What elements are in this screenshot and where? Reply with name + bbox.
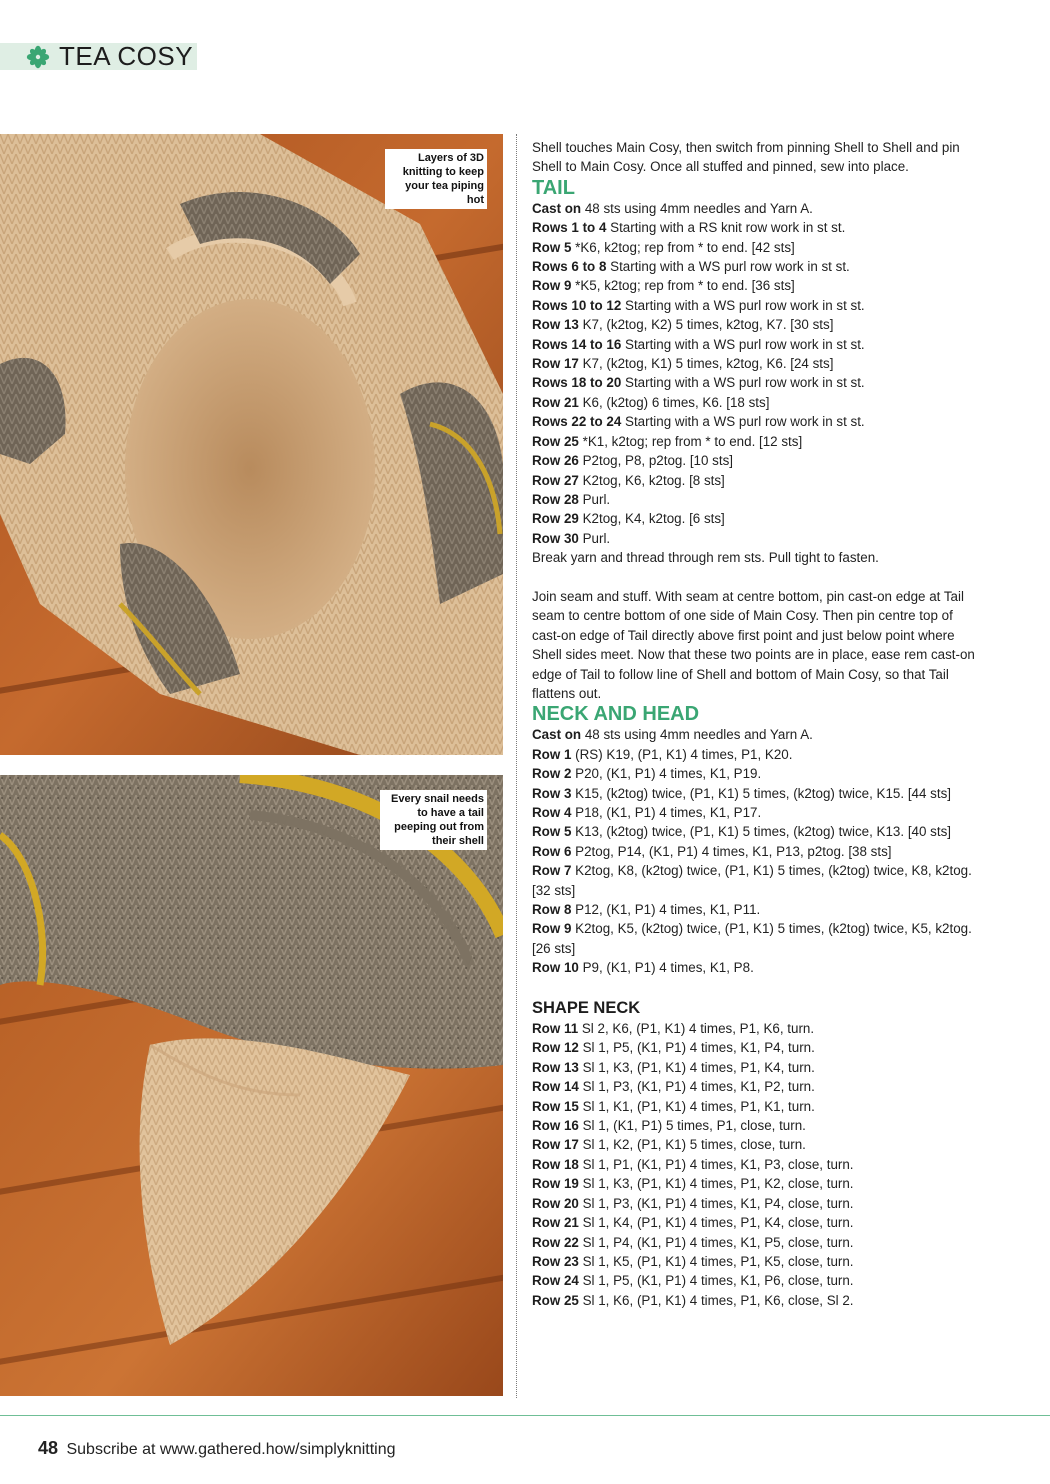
row-text: Sl 1, K3, (P1, K1) 4 times, P1, K4, turn. — [578, 1059, 815, 1075]
row-label: Row 9 — [532, 921, 572, 937]
row-text: Sl 1, K5, (P1, K1) 4 times, P1, K5, close, turn. — [578, 1253, 854, 1269]
footer-rule — [0, 1415, 1050, 1416]
row-text: P12, (K1, P1) 4 times, K1, P11. — [571, 902, 761, 918]
row-text: P18, (K1, P1) 4 times, K1, P17. — [571, 804, 762, 820]
instruction-row — [532, 432, 982, 451]
row-label: Rows 6 to 8 — [532, 259, 607, 275]
row-label: Row 3 — [532, 785, 572, 801]
subscribe-text: Subscribe at www.gathered.how/simplyknitting — [66, 1441, 396, 1458]
row-text: *K6, k2tog; rep from * to end. [42 sts] — [571, 239, 795, 255]
row-text: Starting with a WS purl row work in st st. — [621, 336, 865, 352]
row-label: Row 17 — [532, 356, 579, 372]
row-label: Row 23 — [532, 1253, 579, 1269]
row-label: Row 29 — [532, 511, 579, 527]
neck-head-rows — [532, 725, 982, 977]
instruction-row — [532, 471, 982, 490]
instruction-row — [532, 1135, 982, 1154]
row-label: Row 30 — [532, 530, 579, 546]
row-text: Sl 1, K3, (P1, K1) 4 times, P1, K2, close, turn. — [578, 1176, 854, 1192]
row-label: Row 8 — [532, 902, 572, 918]
instruction-row — [532, 276, 982, 295]
clover-icon — [26, 45, 50, 69]
row-label: Row 5 — [532, 239, 572, 255]
row-text: Starting with a RS knit row work in st st. — [606, 220, 846, 236]
instruction-row — [532, 745, 982, 764]
instruction-row — [532, 725, 982, 744]
instruction-row — [532, 1233, 982, 1252]
row-label: Row 1 — [532, 746, 572, 762]
photo-tea-cosy-interior — [0, 134, 503, 755]
row-text: 48 sts using 4mm needles and Yarn A. — [581, 200, 813, 216]
instruction-row — [532, 1174, 982, 1193]
row-label: Row 25 — [532, 433, 579, 449]
row-text: 48 sts using 4mm needles and Yarn A. — [581, 727, 813, 743]
row-label: Row 19 — [532, 1176, 579, 1192]
instruction-row — [532, 958, 982, 977]
row-label: Row 26 — [532, 453, 579, 469]
instruction-row — [532, 335, 982, 354]
row-label: Row 14 — [532, 1079, 579, 1095]
column-divider — [516, 134, 517, 1398]
row-label: Row 17 — [532, 1137, 579, 1153]
instruction-row — [532, 842, 982, 861]
row-label: Row 4 — [532, 804, 572, 820]
photo-caption: Every snail needs to have a tail peeping out from their shell — [380, 790, 487, 850]
row-text: K2tog, K5, (k2tog) twice, (P1, K1) 5 times, (k2tog) twice, K5, k2tog. [26 sts] — [532, 921, 972, 956]
instruction-row — [532, 1213, 982, 1232]
instruction-row — [532, 1271, 982, 1290]
row-text: Sl 1, P1, (K1, P1) 4 times, K1, P3, close, turn. — [578, 1156, 854, 1172]
instruction-row — [532, 822, 982, 841]
pattern-instructions — [532, 138, 982, 1310]
shape-neck-rows — [532, 1019, 982, 1310]
row-text: K7, (k2tog, K2) 5 times, k2tog, K7. [30 sts] — [578, 317, 834, 333]
row-text: K6, (k2tog) 6 times, K6. [18 sts] — [578, 394, 770, 410]
row-label: Row 2 — [532, 766, 572, 782]
instruction-row — [532, 354, 982, 373]
instruction-row — [532, 529, 982, 548]
instruction-row — [532, 1291, 982, 1310]
row-label: Row 6 — [532, 843, 572, 859]
instruction-row — [532, 1058, 982, 1077]
row-text: Sl 1, K2, (P1, K1) 5 times, close, turn. — [578, 1137, 806, 1153]
row-text: Sl 1, K1, (P1, K1) 4 times, P1, K1, turn. — [578, 1098, 815, 1114]
row-text: *K5, k2tog; rep from * to end. [36 sts] — [571, 278, 795, 294]
row-text: Sl 1, P4, (K1, P1) 4 times, K1, P5, close, turn. — [578, 1234, 854, 1250]
instruction-row — [532, 296, 982, 315]
instruction-row — [532, 1155, 982, 1174]
instruction-row — [532, 1116, 982, 1135]
row-text: K15, (k2tog) twice, (P1, K1) 5 times, (k2tog) twice, K15. [44 sts] — [571, 785, 951, 801]
row-label: Row 11 — [532, 1021, 579, 1037]
row-text: P2tog, P14, (K1, P1) 4 times, K1, P13, p2tog. [38 sts] — [571, 843, 892, 859]
row-text: Sl 1, (K1, P1) 5 times, P1, close, turn. — [578, 1118, 806, 1134]
row-text: K2tog, K6, k2tog. [8 sts] — [578, 472, 725, 488]
row-text: P9, (K1, P1) 4 times, K1, P8. — [578, 960, 754, 976]
row-text: Sl 1, P5, (K1, P1) 4 times, K1, P6, close, turn. — [578, 1273, 854, 1289]
heading-neck-and-head: NECK AND HEAD — [532, 703, 700, 726]
instruction-row — [532, 1077, 982, 1096]
instruction-row — [532, 784, 982, 803]
page-number: 48 — [38, 1438, 59, 1458]
row-text: K7, (k2tog, K1) 5 times, k2tog, K6. [24 sts] — [578, 356, 834, 372]
row-text: Purl. — [578, 530, 611, 546]
instruction-row — [532, 861, 982, 900]
row-text: Sl 1, K6, (P1, K1) 4 times, P1, K6, close, Sl 2. — [578, 1292, 854, 1308]
instruction-row — [532, 1252, 982, 1271]
instruction-row — [532, 1097, 982, 1116]
row-label: Rows 22 to 24 — [532, 414, 622, 430]
row-label: Row 12 — [532, 1040, 579, 1056]
row-text: P2tog, P8, p2tog. [10 sts] — [578, 453, 733, 469]
row-text: Sl 2, K6, (P1, K1) 4 times, P1, K6, turn. — [578, 1021, 815, 1037]
row-text: K13, (k2tog) twice, (P1, K1) 5 times, (k2tog) twice, K13. [40 sts] — [571, 824, 951, 840]
section-header — [0, 43, 197, 70]
row-text: Sl 1, P3, (K1, P1) 4 times, K1, P4, close, turn. — [578, 1195, 854, 1211]
heading-tail: TAIL — [532, 176, 575, 199]
instruction-row — [532, 373, 982, 392]
row-label: Row 21 — [532, 394, 579, 410]
row-label: Rows 1 to 4 — [532, 220, 607, 236]
row-label: Row 28 — [532, 491, 579, 507]
instruction-row — [532, 315, 982, 334]
instruction-row — [532, 1194, 982, 1213]
page-footer — [38, 1437, 396, 1461]
row-label: Row 24 — [532, 1273, 579, 1289]
row-label: Row 27 — [532, 472, 579, 488]
photo-snail-tail — [0, 775, 503, 1396]
row-label: Cast on — [532, 200, 582, 216]
tail-assembly: Join seam and stuff. With seam at centre bottom, pin cast-on edge at Tail seam to centre bottom of one side of Main Cosy. Then pin centre top of cast-on edge of Tail directly above first point and just below point where Shell sides meet. Now that these two points are in place, ease rem cast-on edge of Tail to follow line of Shell and bottom of Main Cosy, so that Tail flattens out. — [532, 588, 975, 701]
row-text: P20, (K1, P1) 4 times, K1, P19. — [571, 766, 762, 782]
instruction-row — [532, 490, 982, 509]
row-text: K2tog, K8, (k2tog) twice, (P1, K1) 5 times, (k2tog) twice, K8, k2tog. [32 sts] — [532, 863, 972, 898]
row-label: Row 7 — [532, 863, 572, 879]
instruction-row — [532, 803, 982, 822]
row-label: Row 22 — [532, 1234, 579, 1250]
row-label: Rows 14 to 16 — [532, 336, 622, 352]
row-label: Row 13 — [532, 317, 579, 333]
row-text: Sl 1, P3, (K1, P1) 4 times, K1, P2, turn. — [578, 1079, 815, 1095]
row-text: Starting with a WS purl row work in st st. — [621, 375, 865, 391]
row-text: K2tog, K4, k2tog. [6 sts] — [578, 511, 725, 527]
row-label: Row 25 — [532, 1292, 579, 1308]
instruction-row — [532, 257, 982, 276]
row-label: Row 13 — [532, 1059, 579, 1075]
row-label: Row 15 — [532, 1098, 579, 1114]
row-text: *K1, k2tog; rep from * to end. [12 sts] — [578, 433, 803, 449]
instruction-row — [532, 1038, 982, 1057]
row-label: Row 5 — [532, 824, 572, 840]
instruction-row — [532, 1019, 982, 1038]
instruction-row — [532, 919, 982, 958]
row-label: Cast on — [532, 727, 582, 743]
row-label: Row 18 — [532, 1156, 579, 1172]
instruction-row — [532, 199, 982, 218]
row-label: Row 9 — [532, 278, 572, 294]
row-label: Rows 10 to 12 — [532, 297, 622, 313]
heading-shape-neck: SHAPE NECK — [532, 999, 641, 1018]
row-text: Starting with a WS purl row work in st st. — [621, 414, 865, 430]
instruction-row — [532, 509, 982, 528]
instruction-row — [532, 218, 982, 237]
row-label: Rows 18 to 20 — [532, 375, 622, 391]
tail-rows — [532, 199, 982, 548]
row-label: Row 10 — [532, 960, 579, 976]
instruction-row — [532, 764, 982, 783]
instruction-row — [532, 451, 982, 470]
row-text: Sl 1, P5, (K1, P1) 4 times, K1, P4, turn. — [578, 1040, 815, 1056]
row-label: Row 20 — [532, 1195, 579, 1211]
tail-finish: Break yarn and thread through rem sts. Pull tight to fasten. — [532, 550, 879, 566]
section-title: TEA COSY — [59, 41, 194, 71]
instruction-row — [532, 393, 982, 412]
row-text: Starting with a WS purl row work in st st. — [621, 297, 865, 313]
photo-caption: Layers of 3D knitting to keep your tea piping hot — [385, 149, 487, 209]
row-text: (RS) K19, (P1, K1) 4 times, P1, K20. — [571, 746, 793, 762]
row-text: Sl 1, K4, (P1, K1) 4 times, P1, K4, close, turn. — [578, 1215, 854, 1231]
row-text: Purl. — [578, 491, 611, 507]
row-text: Starting with a WS purl row work in st st. — [606, 259, 850, 275]
instruction-row — [532, 900, 982, 919]
instruction-row — [532, 238, 982, 257]
intro-paragraph: Shell touches Main Cosy, then switch from pinning Shell to Shell and pin Shell to Main Cosy. Once all stuffed and pinned, sew into place. — [532, 140, 960, 175]
row-label: Row 16 — [532, 1118, 579, 1134]
instruction-row — [532, 412, 982, 431]
row-label: Row 21 — [532, 1215, 579, 1231]
